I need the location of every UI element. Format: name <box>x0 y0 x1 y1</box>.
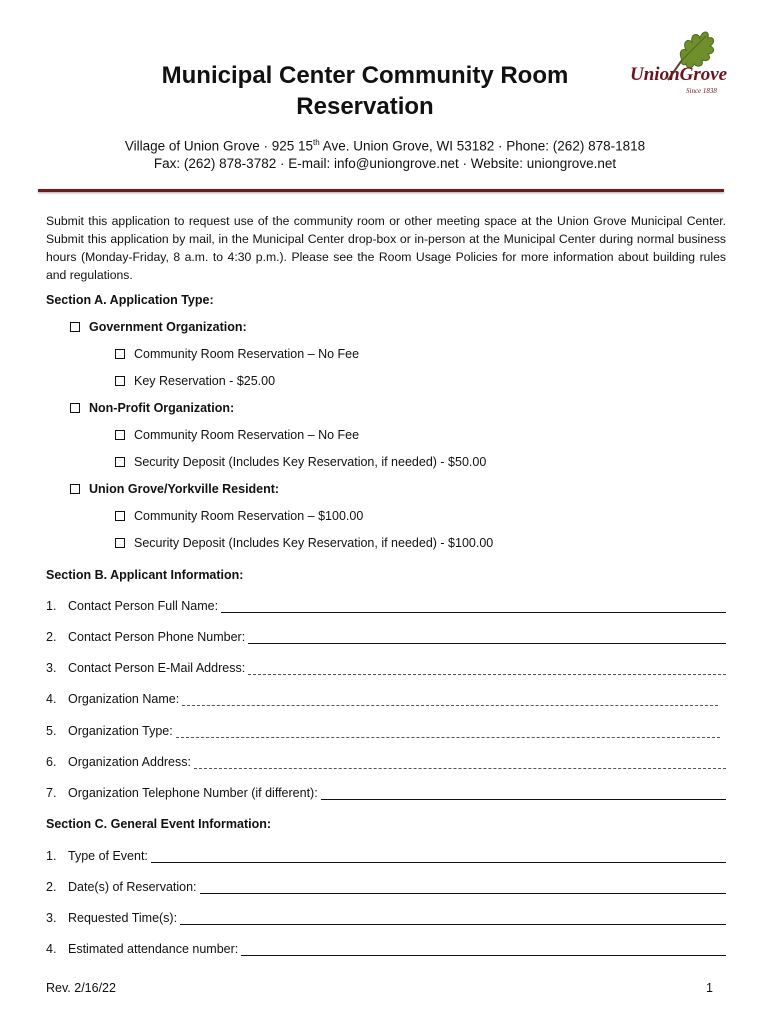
fill-in-line[interactable] <box>321 787 726 800</box>
nonprofit-org-checkbox-row[interactable]: Non-Profit Organization: <box>70 401 234 415</box>
checkbox[interactable] <box>115 376 125 386</box>
intro-paragraph: Submit this application to request use of the community room or other meeting space at the Union Grove Municipal Center. Submit this application by mail, in the Municipal Center drop-box or in-person at the Municipal Center during normal business hours (Monday-Friday, 8 a.m. to 4:30 p.m.). Please see the Room Usage Policies for more information about building rules and regulations. <box>46 214 726 282</box>
contact-name-field[interactable]: 1. Contact Person Full Name: <box>46 599 726 613</box>
np-security-deposit-checkbox-row[interactable]: Security Deposit (Includes Key Reservation, if needed) - $50.00 <box>115 455 486 469</box>
page-number: 1 <box>706 981 713 995</box>
contact-phone-field[interactable]: 2. Contact Person Phone Number: <box>46 630 726 644</box>
checkbox[interactable] <box>70 403 80 413</box>
checkbox[interactable] <box>115 511 125 521</box>
fill-in-line[interactable] <box>221 600 726 613</box>
contact-address: Village of Union Grove · 925 15th Ave. Union Grove, WI 53182 · Phone: (262) 878-1818 <box>124 138 646 154</box>
fill-in-line[interactable] <box>241 943 726 956</box>
org-address-field[interactable]: 6. Organization Address: <box>46 755 726 769</box>
res-community-room-checkbox-row[interactable]: Community Room Reservation – $100.00 <box>115 509 363 523</box>
union-grove-logo <box>630 24 730 104</box>
org-telephone-field[interactable]: 7. Organization Telephone Number (if different): <box>46 786 726 800</box>
section-b-heading: Section B. Applicant Information: <box>46 568 244 582</box>
reservation-dates-field[interactable]: 2. Date(s) of Reservation: <box>46 880 726 894</box>
fill-in-line[interactable] <box>194 756 726 769</box>
checkbox[interactable] <box>70 322 80 332</box>
gov-key-reservation-checkbox-row[interactable]: Key Reservation - $25.00 <box>115 374 275 388</box>
checkbox[interactable] <box>115 457 125 467</box>
logo-tagline: Since 1838 <box>686 87 717 95</box>
logo-wordmark: UnionGrove <box>630 64 728 85</box>
attendance-field[interactable]: 4. Estimated attendance number: <box>46 942 726 956</box>
fill-in-line[interactable] <box>248 662 726 675</box>
gov-org-checkbox-row[interactable]: Government Organization: <box>70 320 247 334</box>
np-community-room-checkbox-row[interactable]: Community Room Reservation – No Fee <box>115 428 359 442</box>
checkbox[interactable] <box>70 484 80 494</box>
fill-in-line[interactable] <box>180 912 726 925</box>
gov-community-room-checkbox-row[interactable]: Community Room Reservation – No Fee <box>115 347 359 361</box>
requested-times-field[interactable]: 3. Requested Time(s): <box>46 911 726 925</box>
fill-in-line[interactable] <box>176 725 720 738</box>
checkbox[interactable] <box>115 430 125 440</box>
page-title: Municipal Center Community Room Reservation <box>161 62 569 120</box>
event-type-field[interactable]: 1. Type of Event: <box>46 849 726 863</box>
fill-in-line[interactable] <box>151 850 726 863</box>
checkbox[interactable] <box>115 349 125 359</box>
fill-in-line[interactable] <box>182 693 718 706</box>
section-c-heading: Section C. General Event Information: <box>46 817 272 831</box>
resident-checkbox-row[interactable]: Union Grove/Yorkville Resident: <box>70 482 279 496</box>
header-divider <box>38 189 724 192</box>
fill-in-line[interactable] <box>200 881 726 894</box>
contact-fax-email: Fax: (262) 878-3782 · E-mail: info@uniongrove.net · Website: uniongrove.net <box>153 156 617 171</box>
revision-date: Rev. 2/16/22 <box>46 981 116 995</box>
fill-in-line[interactable] <box>248 631 726 644</box>
res-security-deposit-checkbox-row[interactable]: Security Deposit (Includes Key Reservation, if needed) - $100.00 <box>115 536 493 550</box>
org-type-field[interactable]: 5. Organization Type: <box>46 724 720 738</box>
contact-email-field[interactable]: 3. Contact Person E-Mail Address: <box>46 661 726 675</box>
checkbox[interactable] <box>115 538 125 548</box>
section-a-heading: Section A. Application Type: <box>46 293 214 307</box>
org-name-field[interactable]: 4. Organization Name: <box>46 692 718 706</box>
